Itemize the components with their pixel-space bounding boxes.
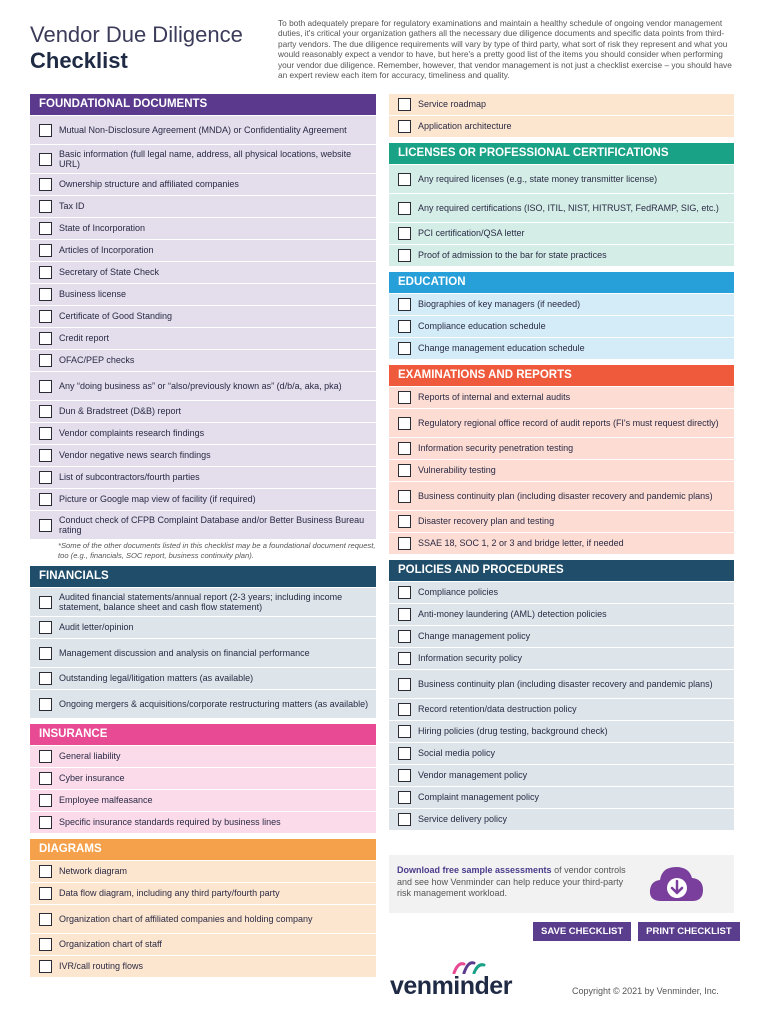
checkbox[interactable] bbox=[39, 244, 52, 257]
checklist-item bbox=[389, 294, 734, 315]
checkbox[interactable] bbox=[39, 913, 52, 926]
checklist-item bbox=[30, 905, 376, 933]
section-diagrams bbox=[30, 839, 376, 977]
checklist-item-label: Audit letter/opinion bbox=[59, 622, 134, 633]
checklist-item-label: Proof of admission to the bar for state practices bbox=[418, 250, 607, 261]
checklist-item bbox=[30, 306, 376, 327]
checkbox[interactable] bbox=[398, 173, 411, 186]
checklist-item bbox=[30, 861, 376, 882]
checkbox[interactable] bbox=[398, 249, 411, 262]
checklist-item-label: Mutual Non-Disclosure Agreement (MNDA) or Confidentiality Agreement bbox=[59, 124, 347, 135]
intro-paragraph: To both adequately prepare for regulatory examinations and maintain a healthy schedule of ongoing vendor management duties, it's critical your organization gathers all the necessary due diligence documents and specific data points from third-party vendors. The due diligence requirements will vary by type of third party, what sort of risk they represent and what you would reasonably expect a vendor to have, but here's a pretty good list of the items you should consider when performing your vendor due diligence. Remember, however, that vendor management is not just a checklist exercise – you should have an expert review each item for accuracy, timeliness and quality. bbox=[278, 18, 732, 81]
checkbox[interactable] bbox=[39, 310, 52, 323]
checklist-item bbox=[389, 670, 734, 698]
section-heading: EDUCATION bbox=[389, 272, 734, 293]
checkbox[interactable] bbox=[398, 442, 411, 455]
checklist-item bbox=[389, 223, 734, 244]
checkbox[interactable] bbox=[39, 865, 52, 878]
checklist-item-label: Record retention/data destruction policy bbox=[418, 704, 577, 715]
checkbox[interactable] bbox=[39, 332, 52, 345]
checkbox[interactable] bbox=[398, 725, 411, 738]
checklist-item bbox=[30, 746, 376, 767]
checklist-item-label: State of Incorporation bbox=[59, 223, 146, 234]
section-note: *Some of the other documents listed in this checklist may be a foundational document request, too (e.g., financials, SOC report, business continuity plan). bbox=[58, 541, 376, 560]
cloud-download-icon[interactable] bbox=[647, 861, 705, 907]
checklist-item-label: Vulnerability testing bbox=[418, 465, 496, 476]
checklist-item-label: Management discussion and analysis on financial performance bbox=[59, 647, 310, 658]
checklist-item-label: Picture or Google map view of facility (if required) bbox=[59, 494, 256, 505]
checklist-item bbox=[389, 699, 734, 720]
promo-text bbox=[397, 865, 637, 900]
checklist-item-label: Employee malfeasance bbox=[59, 795, 153, 806]
checklist-item-label: Any required licenses (e.g., state money transmitter license) bbox=[418, 173, 658, 184]
checklist-item-label: General liability bbox=[59, 751, 121, 762]
checklist-item bbox=[389, 809, 734, 830]
section-heading: EXAMINATIONS AND REPORTS bbox=[389, 365, 734, 386]
checkbox[interactable] bbox=[39, 222, 52, 235]
promo-link[interactable]: Download free sample assessments bbox=[397, 865, 552, 875]
checklist-item bbox=[389, 316, 734, 337]
checkbox[interactable] bbox=[398, 703, 411, 716]
checklist-item-label: Social media policy bbox=[418, 748, 496, 759]
checkbox[interactable] bbox=[39, 200, 52, 213]
checklist-item-label: Outstanding legal/litigation matters (as available) bbox=[59, 673, 254, 684]
checklist-item bbox=[30, 401, 376, 422]
checklist-item-label: Change management policy bbox=[418, 631, 531, 642]
checklist-item bbox=[30, 284, 376, 305]
checklist-item bbox=[389, 387, 734, 408]
checklist-item-label: Network diagram bbox=[59, 866, 128, 877]
checklist-item-label: Audited financial statements/annual report (2-3 years; including income statement, balance sheet and cash flow statement) bbox=[59, 591, 343, 612]
checklist-item-label: Cyber insurance bbox=[59, 773, 125, 784]
checklist-item-label: Ownership structure and affiliated companies bbox=[59, 179, 239, 190]
checklist-item bbox=[30, 690, 376, 718]
checklist-item-label: Anti-money laundering (AML) detection policies bbox=[418, 609, 607, 620]
checklist-item-label: Articles of Incorporation bbox=[59, 245, 154, 256]
section-education bbox=[389, 272, 734, 359]
checkbox[interactable] bbox=[39, 266, 52, 279]
section-diagrams-continued bbox=[389, 94, 734, 137]
checklist-item-label: PCI certification/QSA letter bbox=[418, 228, 525, 239]
venminder-logo bbox=[390, 960, 540, 1000]
checklist-item-label: Specific insurance standards required by business lines bbox=[59, 817, 281, 828]
checklist-item bbox=[30, 372, 376, 400]
checklist-item bbox=[30, 588, 376, 616]
checklist-item bbox=[30, 489, 376, 510]
checkbox[interactable] bbox=[398, 678, 411, 691]
checkbox[interactable] bbox=[398, 630, 411, 643]
checklist-item-label: Organization chart of staff bbox=[59, 939, 162, 950]
checklist-item bbox=[389, 409, 734, 437]
save-checklist-button[interactable]: SAVE CHECKLIST bbox=[533, 922, 631, 941]
checklist-item bbox=[389, 533, 734, 554]
checklist-item-label: Service delivery policy bbox=[418, 814, 508, 825]
checklist-item bbox=[30, 145, 376, 173]
checklist-item bbox=[30, 350, 376, 371]
right-column bbox=[389, 94, 734, 836]
checklist-item-label: List of subcontractors/fourth parties bbox=[59, 472, 200, 483]
section-examinations bbox=[389, 365, 734, 554]
checklist-item bbox=[389, 165, 734, 193]
checklist-item bbox=[30, 812, 376, 833]
checklist-item-label: Information security penetration testing bbox=[418, 443, 574, 454]
checklist-item bbox=[389, 460, 734, 481]
promo-box bbox=[389, 855, 734, 913]
action-buttons bbox=[533, 922, 740, 941]
checkbox[interactable] bbox=[39, 124, 52, 137]
checklist-item bbox=[30, 511, 376, 539]
checklist-item bbox=[389, 194, 734, 222]
checkbox[interactable] bbox=[398, 791, 411, 804]
checklist-item-label: Compliance policies bbox=[418, 587, 499, 598]
checklist-item-label: IVR/call routing flows bbox=[59, 961, 144, 972]
checklist-item bbox=[30, 174, 376, 195]
checklist-item-label: Disaster recovery plan and testing bbox=[418, 516, 555, 527]
section-insurance bbox=[30, 724, 376, 833]
checklist-item-label: Complaint management policy bbox=[418, 792, 540, 803]
checklist-item bbox=[389, 721, 734, 742]
checklist-item-label: Ongoing mergers & acquisitions/corporate restructuring matters (as available) bbox=[59, 698, 369, 709]
checklist-item bbox=[389, 245, 734, 266]
checkbox[interactable] bbox=[39, 887, 52, 900]
checklist-item-label: Change management education schedule bbox=[418, 343, 585, 354]
checkbox[interactable] bbox=[398, 298, 411, 311]
checklist-item-label: Basic information (full legal name, address, all physical locations, website URL) bbox=[59, 148, 352, 169]
checkbox[interactable] bbox=[39, 698, 52, 711]
checkbox[interactable] bbox=[398, 227, 411, 240]
checklist-item-label: Any required certifications (ISO, ITIL, NIST, HITRUST, FedRAMP, SIG, etc.) bbox=[418, 202, 719, 213]
checklist-item bbox=[389, 338, 734, 359]
checklist-item-label: OFAC/PEP checks bbox=[59, 355, 135, 366]
checklist-item-label: Secretary of State Check bbox=[59, 267, 160, 278]
logo-text: venminder bbox=[390, 972, 512, 1000]
checklist-item bbox=[30, 639, 376, 667]
checkbox[interactable] bbox=[39, 449, 52, 462]
checklist-item bbox=[389, 787, 734, 808]
checklist-item-label: Application architecture bbox=[418, 121, 512, 132]
checkbox[interactable] bbox=[39, 493, 52, 506]
checklist-item bbox=[30, 328, 376, 349]
checkbox[interactable] bbox=[398, 417, 411, 430]
checkbox[interactable] bbox=[398, 608, 411, 621]
checklist-item bbox=[30, 116, 376, 144]
checklist-item-label: Information security policy bbox=[418, 653, 523, 664]
checklist-item bbox=[30, 668, 376, 689]
left-column bbox=[30, 94, 376, 983]
section-foundational bbox=[30, 94, 376, 560]
checklist-item-label: Tax ID bbox=[59, 201, 85, 212]
checkbox[interactable] bbox=[398, 490, 411, 503]
checkbox[interactable] bbox=[398, 769, 411, 782]
checklist-item bbox=[389, 582, 734, 603]
checkbox[interactable] bbox=[39, 960, 52, 973]
checklist-item-label: Hiring policies (drug testing, background check) bbox=[418, 726, 608, 737]
checklist-item bbox=[389, 743, 734, 764]
checkbox[interactable] bbox=[39, 647, 52, 660]
checklist-item bbox=[30, 617, 376, 638]
checklist-item bbox=[389, 604, 734, 625]
promo-rest: of vendor controls and see how Venminder can help reduce your third-party risk management workload. bbox=[397, 865, 626, 898]
section-heading: FINANCIALS bbox=[30, 566, 376, 587]
checkbox[interactable] bbox=[398, 202, 411, 215]
checkbox[interactable] bbox=[398, 342, 411, 355]
checkbox[interactable] bbox=[398, 652, 411, 665]
checkbox[interactable] bbox=[398, 464, 411, 477]
section-financials bbox=[30, 566, 376, 718]
checklist-item bbox=[389, 626, 734, 647]
checkbox[interactable] bbox=[39, 672, 52, 685]
checklist-item bbox=[389, 648, 734, 669]
title-line-2: Checklist bbox=[30, 48, 128, 73]
checkbox[interactable] bbox=[39, 621, 52, 634]
checklist-item bbox=[389, 765, 734, 786]
checklist-item-label: Service roadmap bbox=[418, 99, 487, 110]
checklist-item-label: Conduct check of CFPB Complaint Database and/or Better Business Bureau rating bbox=[59, 514, 365, 535]
checklist-item bbox=[389, 482, 734, 510]
checkbox[interactable] bbox=[398, 515, 411, 528]
checklist-item-label: Certificate of Good Standing bbox=[59, 311, 173, 322]
checklist-item-label: Business continuity plan (including disaster recovery and pandemic plans) bbox=[418, 490, 713, 501]
checkbox[interactable] bbox=[398, 391, 411, 404]
checklist-item-label: Dun & Bradstreet (D&B) report bbox=[59, 406, 182, 417]
print-checklist-button[interactable]: PRINT CHECKLIST bbox=[638, 922, 740, 941]
checkbox[interactable] bbox=[39, 519, 52, 532]
checklist-item-label: Credit report bbox=[59, 333, 110, 344]
checklist-item bbox=[30, 240, 376, 261]
checklist-item-label: Biographies of key managers (if needed) bbox=[418, 299, 581, 310]
checkbox[interactable] bbox=[398, 586, 411, 599]
checklist-item-label: SSAE 18, SOC 1, 2 or 3 and bridge letter, if needed bbox=[418, 538, 624, 549]
checkbox[interactable] bbox=[39, 405, 52, 418]
checkbox[interactable] bbox=[39, 596, 52, 609]
checkbox[interactable] bbox=[398, 320, 411, 333]
title-line-1: Vendor Due Diligence bbox=[30, 22, 243, 47]
checkbox[interactable] bbox=[39, 750, 52, 763]
checklist-item-label: Any “doing business as” or “also/previously known as” (d/b/a, aka, pka) bbox=[59, 380, 342, 391]
checklist-item bbox=[30, 467, 376, 488]
checkbox[interactable] bbox=[39, 153, 52, 166]
checkbox[interactable] bbox=[398, 747, 411, 760]
section-heading: DIAGRAMS bbox=[30, 839, 376, 860]
checklist-item-label: Data flow diagram, including any third party/fourth party bbox=[59, 888, 280, 899]
checklist-item bbox=[30, 883, 376, 904]
checklist-item-label: Business continuity plan (including disaster recovery and pandemic plans) bbox=[418, 678, 713, 689]
section-heading: LICENSES OR PROFESSIONAL CERTIFICATIONS bbox=[389, 143, 734, 164]
checklist-item-label: Vendor management policy bbox=[418, 770, 528, 781]
checklist-item-label: Vendor complaints research findings bbox=[59, 428, 205, 439]
copyright-text: Copyright © 2021 by Venminder, Inc. bbox=[572, 986, 719, 996]
checkbox[interactable] bbox=[39, 178, 52, 191]
checkbox[interactable] bbox=[39, 288, 52, 301]
checklist-item bbox=[30, 956, 376, 977]
checklist-item-label: Regulatory regional office record of audit reports (FI's must request directly) bbox=[418, 417, 719, 428]
checklist-item bbox=[30, 218, 376, 239]
checklist-item bbox=[30, 423, 376, 444]
checkbox[interactable] bbox=[39, 380, 52, 393]
section-policies bbox=[389, 560, 734, 830]
checkbox[interactable] bbox=[39, 354, 52, 367]
checklist-item bbox=[30, 934, 376, 955]
checklist-item-label: Business license bbox=[59, 289, 127, 300]
checklist-item bbox=[30, 768, 376, 789]
checkbox[interactable] bbox=[39, 938, 52, 951]
checkbox[interactable] bbox=[39, 772, 52, 785]
checkbox[interactable] bbox=[398, 98, 411, 111]
checklist-item bbox=[389, 511, 734, 532]
checkbox[interactable] bbox=[39, 816, 52, 829]
checkbox[interactable] bbox=[39, 427, 52, 440]
section-heading: POLICIES AND PROCEDURES bbox=[389, 560, 734, 581]
checkbox[interactable] bbox=[39, 794, 52, 807]
section-heading: FOUNDATIONAL DOCUMENTS bbox=[30, 94, 376, 115]
checklist-item bbox=[389, 94, 734, 115]
checkbox[interactable] bbox=[39, 471, 52, 484]
section-heading: INSURANCE bbox=[30, 724, 376, 745]
checklist-item bbox=[30, 196, 376, 217]
checkbox[interactable] bbox=[398, 120, 411, 133]
checklist-item-label: Organization chart of affiliated companies and holding company bbox=[59, 913, 313, 924]
checklist-item bbox=[30, 790, 376, 811]
checkbox[interactable] bbox=[398, 813, 411, 826]
checklist-item-label: Reports of internal and external audits bbox=[418, 392, 571, 403]
checklist-item bbox=[389, 116, 734, 137]
checklist-item bbox=[389, 438, 734, 459]
checklist-item bbox=[30, 445, 376, 466]
section-licenses bbox=[389, 143, 734, 266]
checklist-item-label: Compliance education schedule bbox=[418, 321, 546, 332]
checklist-item bbox=[30, 262, 376, 283]
checkbox[interactable] bbox=[398, 537, 411, 550]
checklist-item-label: Vendor negative news search findings bbox=[59, 450, 211, 461]
document-header bbox=[30, 22, 250, 74]
